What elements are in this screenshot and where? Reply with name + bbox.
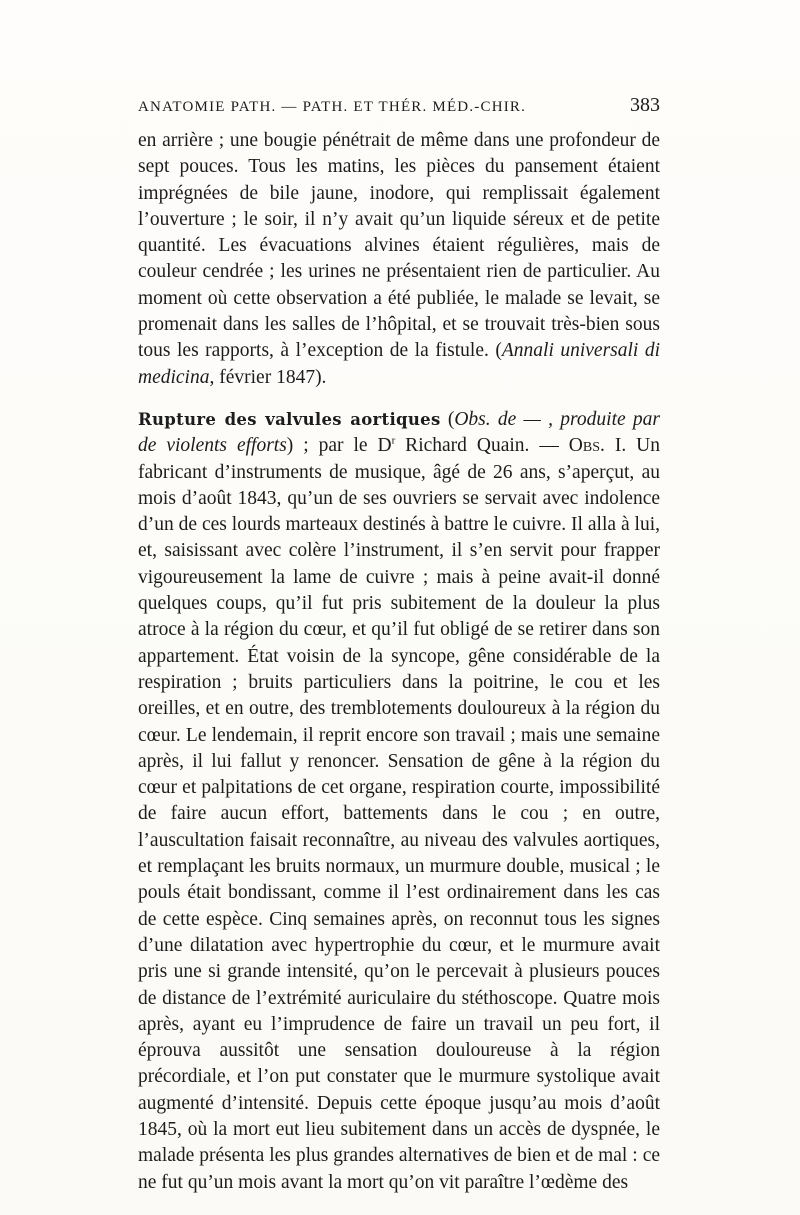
section-title: Rupture des valvules aortiques [138, 409, 441, 429]
author-name: Richard Quain. — [395, 435, 569, 457]
page-number: 383 [630, 94, 660, 116]
running-title: ANATOMIE PATH. — PATH. ET THÉR. MÉD.-CHIR. [138, 99, 527, 115]
observation-body: Un fabricant d’instruments de musique, âgé de 26 ans, s’aperçut, au mois d’août 1843, qu’un de ses ouvriers se servait avec indolence d’un de ces lourds marteaux destinés à battre le cuivre. Il alla à lui, et, saisissant avec colère l’instrument, il s’en servit pour frapper vigoureusement la lame de cuivre ; mais à peine avait-il donné quelques coups, qu’il fut pris subitement de la douleur la plus atroce à la région du cœur, et qu’il fut obligé de se retirer dans son appartement. État voisin de la syncope, gêne considérable de la respiration ; bruits particuliers dans la poitrine, le cou et les oreilles, et en outre, des tremblotements douloureux à la région du cœur. Le lendemain, il reprit encore son travail ; mais une semaine après, il lui fallut y renoncer. Sensation de gêne à la région du cœur et palpitations de cet organe, respiration courte, impossibilité de faire aucun effort, battements dans le cou ; en outre, l’auscultation faisait reconnaître, au niveau des valvules aortiques, et remplaçant les bruits normaux, un murmure double, musical ; le pouls était bondissant, comme il l’est ordinairement dans les cas de cette espèce. Cinq semaines après, on reconnut tous les signes d’une dilatation avec hypertrophie du cœur, et le murmure avait pris une si grande intensité, qu’on le percevait à plusieurs pouces de distance de l’extrémité auriculaire du stéthoscope. Quatre mois après, ayant eu l’imprudence de faire un travail un peu fort, il éprouva aussitôt une sensation douloureuse à la région précordiale, et l’on put constater que le murmure systolique avait augmenté d’intensité. Depuis cette époque jusqu’au mois d’août 1845, où la mort eut lieu subitement dans un accès de dyspnée, le malade présenta les plus grandes alternatives de bien et de mal : ce ne fut qu’un mois avant la mort qu’on vit paraître l’œdème des [138, 435, 660, 1193]
author-prefix: par le D [318, 435, 392, 457]
citation-date: , février 1847). [209, 366, 327, 388]
observation-label: Obs. I. [568, 435, 627, 457]
paragraph1-text: en arrière ; une bougie pénétrait de même dans une profondeur de sept pouces. Tous les matins, les pièces du pansement étaient imprégnées de bile jaune, inodore, qui remplissait également l’ouverture ; le soir, il n’y avait qu’un liquide séreux et de petite quantité. Les évacuations alvines étaient régulières, mais de couleur cendrée ; les urines ne présentaient rien de particulier. Au moment où cette observation a été publiée, le malade se levait, se promenait dans les salles de l’hôpital, et se trouvait très-bien sous tous les rapports, à l’exception de la fistule. ( [138, 130, 660, 362]
page-body [138, 128, 660, 1196]
paren-open: ( [440, 408, 455, 430]
observation-subtitle: Obs. de — , produite par de violents efforts [138, 408, 660, 457]
paragraph-aortic-rupture [138, 407, 660, 1196]
journal-citation: Annali universali di medicina [138, 340, 661, 388]
author-title-sup: r [391, 434, 396, 447]
running-header [138, 94, 660, 117]
paren-close: ) ; [286, 435, 319, 457]
paragraph-fistula-case [138, 128, 660, 391]
